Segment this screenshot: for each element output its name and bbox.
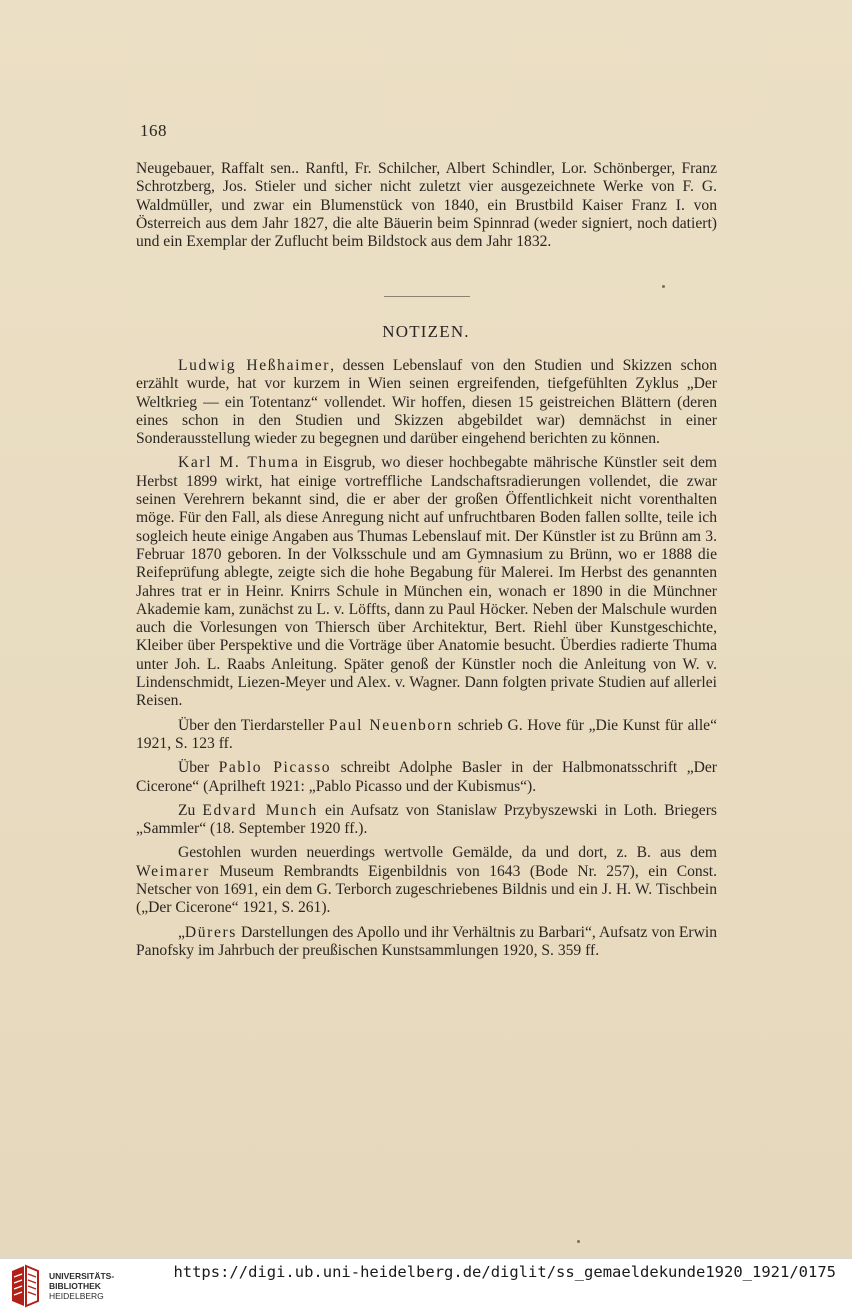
note-name: Pablo Picasso [218,759,332,777]
note-hesshaimer [136,357,717,448]
note-text: schreibt Adolphe Basler in der Halbmonatsschrift „Der Cicerone“ (Aprilheft 1921: „Pablo Picasso und der Kubismus“). [136,759,717,795]
section-divider [384,296,470,297]
note-name: Dürers [184,923,237,941]
note-prefix: Über [178,759,219,777]
library-name [49,1271,114,1301]
intro-paragraph [136,160,717,251]
note-text: in Eisgrub, wo dieser hochbegabte mährische Künstler seit dem Herbst 1899 wirkt, hat einige vortreffliche Landschaftsradierungen vollendet, die zwar seinen Verehrern bekannt sind, die er aber der großen Öffentlichkeit nicht vorenthalten möge. Für den Fall, als diese Anregung nicht auf unfruchtbaren Boden fallen sollte, teile ich sogleich heute einige Angaben aus Thumas Lebenslauf mit. Der Künstler ist zu Brünn am 3. Februar 1870 geboren. In der Volksschule und am Gymnasium zu Brünn, wo er 1888 die Reifeprüfung ablegte, zeigte sich die hohe Begabung für Malerei. Im Herbst des genannten Jahres trat er in Heinr. Knirrs Schule in München ein, wonach er 1890 in die Münchner Akademie kam, zunächst zu L. v. Löffts, dann zu Paul Höcker. Neben der Malschule wurden auch die Vorlesungen von Thiersch über Architektur, Bert. Riehl über Kunstgeschichte, Kleiber über Perspektive und die Vorträge über Anatomie besucht. Überdies radierte Thuma unter Joh. L. Raabs Anleitung. Später genoß der Künstler noch die Anleitung von W. v. Lindenschmidt, Liezen-Meyer und Alex. v. Wagner. Dann folgten private Studien auf allerlei Reisen. [136,454,717,710]
note-name: Weimarer [136,862,210,880]
library-name-line: BIBLIOTHEK [49,1281,101,1291]
source-url-link[interactable]: https://digi.ub.uni-heidelberg.de/diglit/ss_gemaeldekunde1920_1921/0175 [173,1263,836,1281]
note-weimar [136,844,717,917]
note-name: Karl M. Thuma [178,454,300,472]
section-heading: NOTIZEN. [382,322,470,341]
source-url [173,1261,836,1283]
note-name: Paul Neuenborn [328,716,454,734]
note-text: Museum Rembrandts Eigenbildnis von 1643 (Bode Nr. 257), ein Const. Netscher von 1691, ein dem G. Terborch zugeschriebenes Bildnis und ein J. H. W. Tischbein („Der Cicerone“ 1921, S. 261). [136,862,717,917]
page-number: 168 [140,121,167,140]
note-duerer [136,924,717,961]
note-name: Edvard Munch [202,801,318,819]
note-text: Darstellungen des Apollo und ihr Verhältnis zu Barbari“, Aufsatz von Erwin Panofsky im Jahrbuch der preußischen Kunstsammlungen 1920, S. 359 ff. [136,923,717,959]
intro-text: Neugebauer, Raffalt sen.. Ranftl, Fr. Schilcher, Albert Schindler, Lor. Schönberger, Franz Schrotzberg, Jos. Stieler und sicher nicht zuletzt vier ausgezeichnete Werke von F. G. Waldmüller, und zwar ein Blumenstück von 1840, ein Brustbild Kaiser Franz I. von Österreich aus dem Jahr 1827, die alte Bäuerin beim Spinnrad (weder signiert, noch datiert) und ein Exemplar der Zuflucht beim Bildstock aus dem Jahr 1832. [136,160,717,251]
note-prefix: Über den Tierdarsteller [178,716,329,734]
print-speck [662,285,665,288]
note-text: ein Aufsatz von Stanislaw Przybyszewski in Loth. Briegers „Sammler“ (18. September 1920 ff.). [136,801,717,838]
notes-section [136,357,717,960]
note-picasso [136,759,717,796]
note-munch [136,802,717,839]
viewer-footer [0,1258,852,1315]
note-text: schrieb G. Hove für „Die Kunst für alle“ 1921, S. 123 ff. [136,716,718,752]
print-speck [577,1240,580,1243]
note-neuenborn [136,717,717,754]
note-text: , dessen Lebenslauf von den Studien und Skizzen schon erzählt wurde, hat vor kurzem in Wien seinen ergreifenden, tiefgefühlten Zyklus „Der Weltkrieg — ein Totentanz“ vollendet. Wir hoffen, diesen 15 geistreichen Blättern (deren eines schon in den Studien und Skizzen abgebildet war) demnächst in einer Sonderausstellung wieder zu begegnen und darüber eingehend berichten zu können. [136,357,717,448]
note-prefix: „ [178,923,185,941]
library-name-line: UNIVERSITÄTS- [49,1271,115,1281]
note-prefix: Zu [178,801,203,819]
note-thuma [136,454,717,710]
university-library-logo-icon [8,1263,42,1309]
note-name: Ludwig Heßhaimer [178,357,331,374]
note-prefix: Gestohlen wurden neuerdings wertvolle Gemälde, da und dort, z. B. aus dem [178,844,717,862]
library-name-line: HEIDELBERG [49,1291,104,1301]
